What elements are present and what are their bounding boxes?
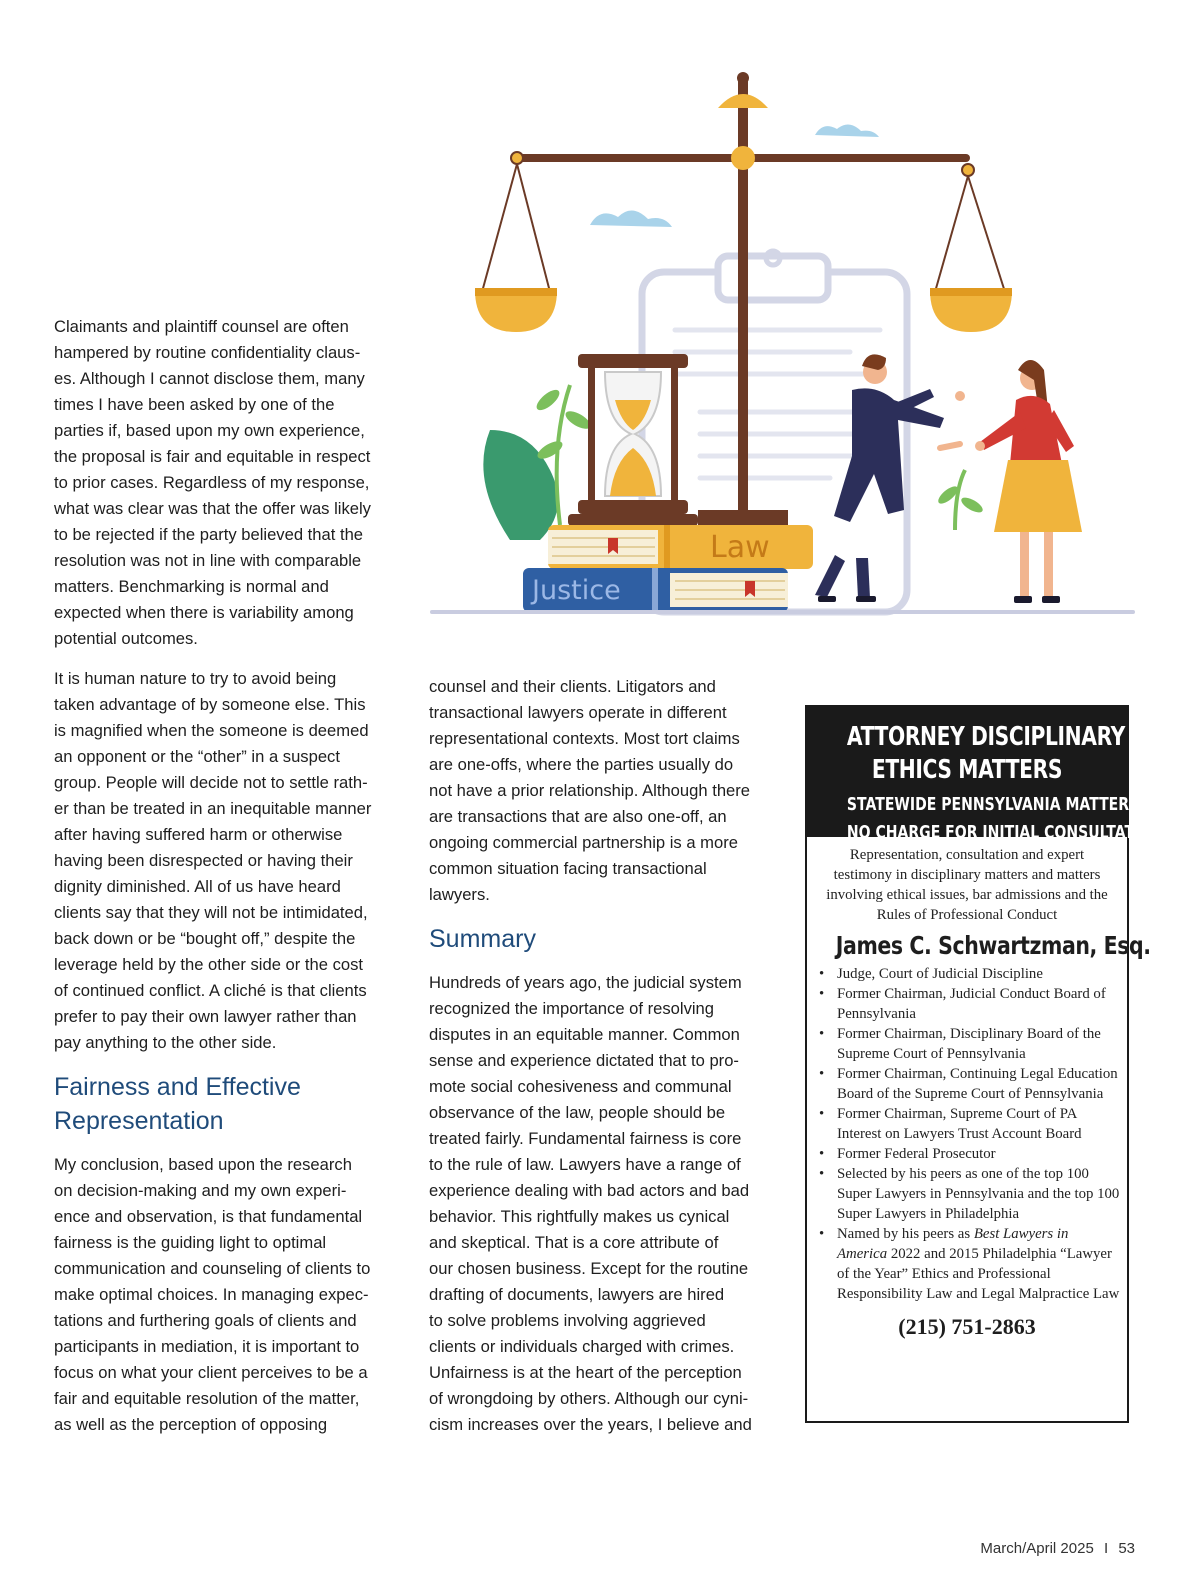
books-icon [523, 525, 813, 612]
credential-suffix: 2022 and 2015 Philadelphia “Lawyer of the Year” Ethics and Professional Responsibility Law and Legal Malpractice Law [837, 1246, 1120, 1302]
section-heading-summary: Summary [429, 925, 536, 953]
book-title-law: Law [710, 530, 770, 565]
ad-headline-1: ATTORNEY DISCIPLINARY / [846, 722, 1139, 752]
list-item: • Former Chairman, Continuing Legal Education Board of the Supreme Court of Pennsylvania [819, 1064, 1121, 1104]
paragraph: My conclusion, based upon the research on decision-making and my own experi- ence and observation, is that fundamental fairness is the guiding light to optimal communication and counseling of clients to make optimal choices. In managing expec- tations and furthering goals of clients and participants in mediation, it is important to focus on what your client perceives to be a fair and equitable resolution of the matter, as well as the perception of opposing [54, 1155, 371, 1434]
list-item [819, 1224, 1121, 1304]
ad-headline-2: ETHICS MATTERS [871, 755, 1063, 785]
attorney-name: James C. Schwartzman, Esq. [835, 931, 1151, 960]
ad-subheadline-1: STATEWIDE PENNSYLVANIA MATTERS [846, 794, 1140, 815]
credential-prefix: Named by his peers as [837, 1226, 974, 1242]
page-footer [980, 1540, 1135, 1557]
page-number: 53 [1118, 1540, 1135, 1557]
justice-scales-illustration [420, 60, 1145, 625]
ad-header [807, 707, 1163, 843]
attorney-advertisement [805, 705, 1163, 1423]
paragraph: It is human nature to try to avoid being taken advantage of by someone else. This is magnified when the someone is deemed an opponent or the “other” in a suspect group. People will decide not to settle rath- er than be treated in an inequitable manner after having suffered harm or otherwise having been disrespected or having their dignity diminished. All of us have heard clients say that they will not be intimidated, back down or be “bought off,” despite the leverage held by the other side or the cost of continued conflict. A cliché is that clients prefer to pay their own lawyer rather than pay anything to the other side. [54, 669, 372, 1052]
column-1-lower [54, 666, 394, 1452]
book-title-justice: Justice [532, 575, 621, 606]
credential-italic: Best Lawyers in America [837, 1226, 1069, 1262]
credentials-list [807, 964, 1127, 1304]
list-item: • Former Chairman, Judicial Conduct Board of Pennsylvania [819, 984, 1121, 1024]
woman-figure-icon [975, 360, 1082, 603]
ad-description: Representation, consultation and expert testimony in disciplinary matters and matters involving ethical issues, bar admissions and the Rules of Professional Conduct [826, 847, 1108, 923]
list-item: • Former Federal Prosecutor [819, 1144, 1121, 1164]
paragraph: counsel and their clients. Litigators and transactional lawyers operate in different representational contexts. Most tort claims are one-offs, where the parties usually do not have a prior relationship. Although there are transactions that are also one-off, an ongoing commercial partnership is a more common situation facing transactional lawyers. [429, 677, 751, 904]
issue-date: March/April 2025 [980, 1540, 1094, 1557]
paragraph: Claimants and plaintiff counsel are often hampered by routine confidentiality claus- es. Although I cannot disclose them, many times I have been asked by one of the parties if, based upon my own experience, the proposal is fair and equitable in respect to prior cases. Regardless of my response, what was clear was that the offer was likely to be rejected if the party believed that the resolution was not in line with comparable matters. Benchmarking is normal and expected when there is variability among potential outcomes. [54, 317, 371, 648]
column-2 [429, 674, 769, 1452]
list-item: • Former Chairman, Supreme Court of PA Interest on Lawyers Trust Account Board [819, 1104, 1121, 1144]
list-item: • Selected by his peers as one of the top 100 Super Lawyers in Pennsylvania and the top 100 Super Lawyers in Philadelphia [819, 1164, 1121, 1224]
paragraph: Hundreds of years ago, the judicial system recognized the importance of resolving disputes in an equitable manner. Common sense and experience dictated that to pro- mote social cohesiveness and communal observance of the law, people should be treated fairly. Fundamental fairness is core to the rule of law. Lawyers have a range of experience dealing with bad actors and bad behavior. This rightfully makes us cynical and skeptical. That is a core attribute of our chosen business. Except for the routine drafting of documents, lawyers are hired to solve problems involving aggrieved clients or individuals charged with crimes. Unfairness is at the heart of the perception of wrongdoing by others. Although our cyni- cism increases over the years, I believe and [429, 973, 752, 1434]
ad-subheadline-2: NO CHARGE FOR INITIAL CONSULTATION [846, 822, 1163, 843]
list-item: • Former Chairman, Disciplinary Board of the Supreme Court of Pennsylvania [819, 1024, 1121, 1064]
list-item: • Judge, Court of Judicial Discipline [819, 964, 1121, 984]
section-heading-fairness: Fairness and Effective Representation [54, 1073, 301, 1135]
footer-separator: I [1103, 1540, 1109, 1557]
column-1-upper [54, 314, 394, 666]
phone-number: (215) 751-2863 [898, 1314, 1036, 1339]
